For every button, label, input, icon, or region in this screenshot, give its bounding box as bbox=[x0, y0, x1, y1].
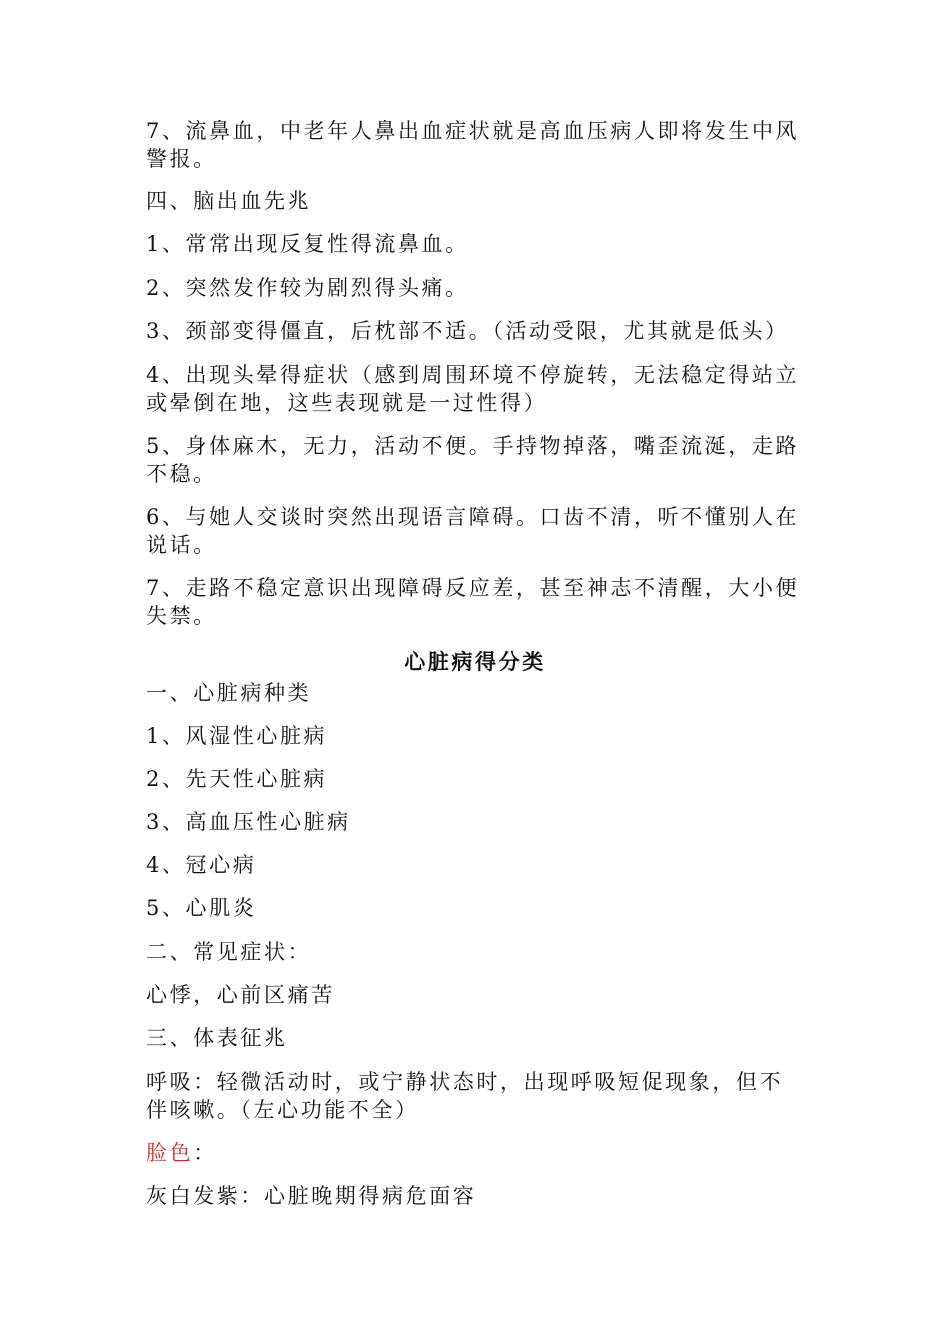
paragraph-nosebleed-warning-line2: 警报。 bbox=[146, 147, 217, 171]
list-item-1: 1、常常出现反复性得流鼻血。 bbox=[146, 232, 469, 256]
breathing-line1: 呼吸：轻微活动时，或宁静状态时，出现呼吸短促现象，但不 bbox=[146, 1070, 784, 1094]
section-heading-signs: 三、体表征兆 bbox=[146, 1026, 288, 1050]
list-item-5-line2: 不稳。 bbox=[146, 462, 217, 486]
list-item-2: 2、突然发作较为剧烈得头痛。 bbox=[146, 276, 469, 300]
section-heading-types: 一、心脏病种类 bbox=[146, 681, 312, 705]
type-item-3: 3、高血压性心脏病 bbox=[146, 810, 351, 834]
type-item-5: 5、心肌炎 bbox=[146, 896, 257, 920]
list-item-4-line1: 4、出现头晕得症状（感到周围环境不停旋转，无法稳定得站立 bbox=[146, 363, 800, 387]
complexion-label: 脸色 bbox=[146, 1141, 194, 1165]
type-item-4: 4、冠心病 bbox=[146, 853, 257, 877]
section-heading-symptoms: 二、常见症状： bbox=[146, 940, 312, 964]
section-title-heart-disease: 心脏病得分类 bbox=[404, 649, 546, 674]
list-item-6-line1: 6、与她人交谈时突然出现语言障碍。口齿不清，听不懂别人在 bbox=[146, 505, 800, 529]
list-item-7-line1: 7、走路不稳定意识出现障碍反应差，甚至神志不清醒，大小便 bbox=[146, 576, 800, 600]
list-item-6-line2: 说话。 bbox=[146, 533, 217, 557]
complexion-heading bbox=[146, 1139, 816, 1167]
paragraph-nosebleed-warning-line1: 7、流鼻血，中老年人鼻出血症状就是高血压病人即将发生中风 bbox=[146, 119, 800, 143]
symptom-text: 心悸，心前区痛苦 bbox=[146, 983, 335, 1007]
list-item-7-line2: 失禁。 bbox=[146, 604, 217, 628]
type-item-2: 2、先天性心脏病 bbox=[146, 767, 328, 791]
list-item-5-line1: 5、身体麻木，无力，活动不便。手持物掉落，嘴歪流涎，走路 bbox=[146, 434, 800, 458]
section-heading-hemorrhage-signs: 四、脑出血先兆 bbox=[146, 189, 312, 213]
list-item-4-line2: 或晕倒在地，这些表现就是一过性得） bbox=[146, 391, 548, 415]
complexion-description: 灰白发紫：心脏晚期得病危面容 bbox=[146, 1184, 477, 1208]
breathing-line2: 伴咳嗽。（左心功能不全） bbox=[146, 1098, 419, 1122]
complexion-colon: ： bbox=[193, 1141, 217, 1165]
type-item-1: 1、风湿性心脏病 bbox=[146, 724, 328, 748]
list-item-3: 3、颈部变得僵直，后枕部不适。（活动受限，尤其就是低头） bbox=[146, 319, 789, 343]
